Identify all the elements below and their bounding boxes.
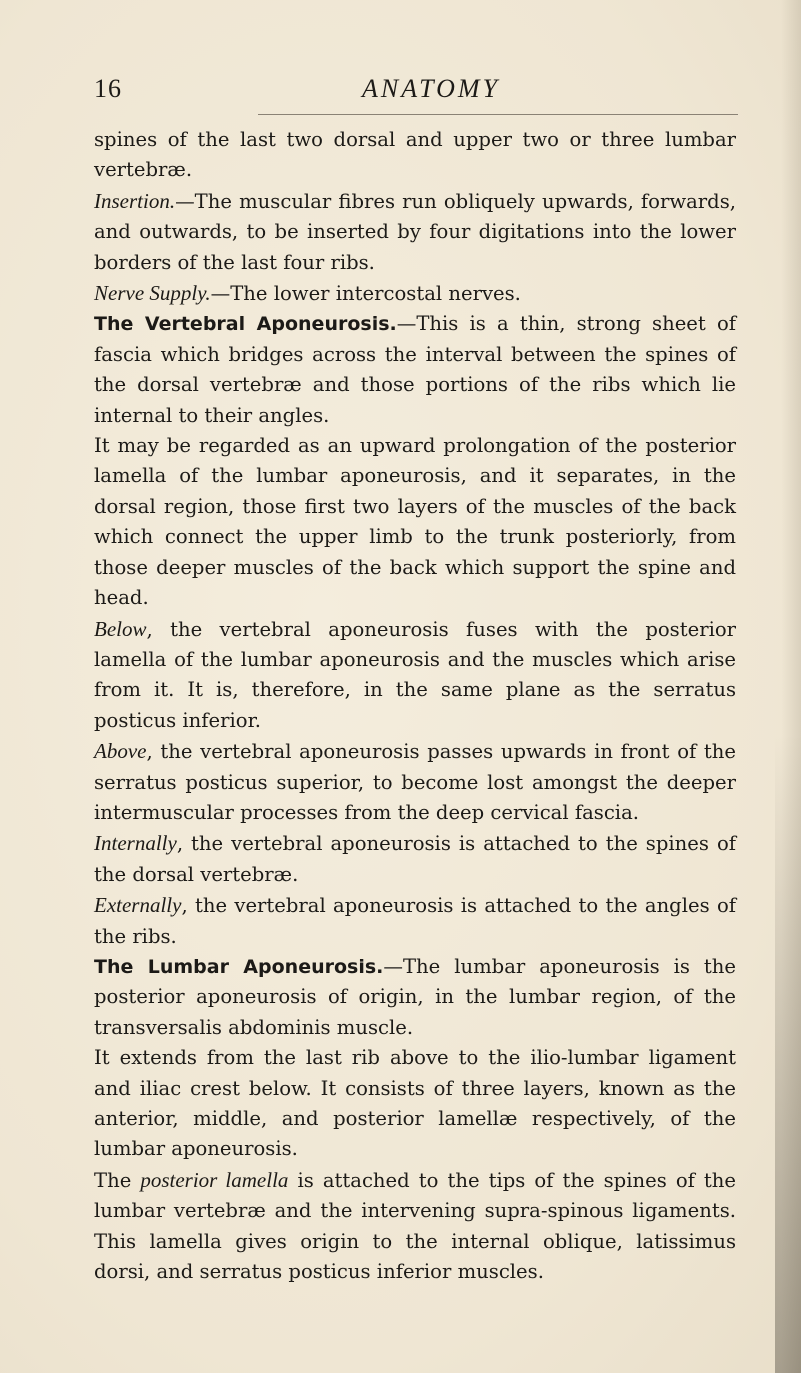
paragraph-above [94, 736, 736, 828]
body-text [94, 125, 736, 1287]
running-head: ANATOMY [362, 74, 501, 103]
paragraph-text: —The lower intercostal nerves. [210, 282, 521, 306]
paragraph-nerve-supply [94, 278, 736, 309]
paragraph-insertion [94, 186, 736, 278]
term-posterior-lamella: posterior lamella [140, 1167, 289, 1192]
paragraph-text: —The muscular fibres run obliquely upwards, forwards, and outwards, to be inserted by four digitations into the lower borders of the last four ribs. [94, 189, 736, 274]
heading-vertebral-aponeurosis: The Vertebral Aponeurosis. [94, 313, 397, 336]
paragraph-vertebral-aponeurosis [94, 309, 736, 431]
subheading-above: Above [94, 739, 147, 764]
paragraph-text: —This is a thin, strong sheet of fascia which bridges across the interval between the spines of the dorsal vertebræ and those portions of the ribs which lie internal to their angles. [94, 312, 736, 427]
page-header [94, 74, 734, 114]
heading-lumbar-aponeurosis: The Lumbar Aponeurosis. [94, 955, 384, 978]
paragraph-text: , the vertebral aponeurosis fuses with the posterior lamella of the lumbar aponeurosis and the muscles which arise from it. It is, therefore, in the same plane as the serratus posticus inferior. [94, 617, 736, 732]
paragraph-text: , the vertebral aponeurosis is attached to the spines of the dorsal vertebræ. [94, 832, 736, 886]
page-number: 16 [94, 74, 122, 103]
paragraph-externally [94, 890, 736, 952]
page-corner-shadow [775, 733, 801, 1373]
paragraph-text: , the vertebral aponeurosis is attached to the angles of the ribs. [94, 894, 736, 948]
paragraph-text: , the vertebral aponeurosis passes upwards in front of the serratus posticus superior, to become lost amongst the deeper intermuscular processes from the deep cervical fascia. [94, 740, 736, 824]
paragraph-text: It extends from the last rib above to the ilio-lumbar ligament and iliac crest below. It consists of three layers, known as the anterior, middle, and posterior lamellæ respectively, of the lumbar aponeurosis. [94, 1046, 736, 1161]
paragraph-internally [94, 828, 736, 890]
paragraph-prolongation [94, 431, 736, 613]
paragraph-text: spines of the last two dorsal and upper two or three lumbar vertebræ. [94, 128, 736, 182]
subheading-externally: Externally [94, 893, 182, 918]
paragraph-extent [94, 1043, 736, 1165]
paragraph-text: It may be regarded as an upward prolongation of the posterior lamella of the lumbar aponeurosis, and it separates, in the dorsal region, those first two layers of the muscles of the back which connect the upper limb to the trunk posteriorly, from those deeper muscles of the back which support the spine and head. [94, 434, 736, 610]
paragraph-text: The [94, 1168, 141, 1192]
paragraph-text: is attached to the tips of the spines of the lumbar vertebræ and the intervening supra-spinous ligaments. This lamella gives origin to the internal oblique, latissimus dorsi, and serratus posticus inferior muscles. [94, 1168, 737, 1284]
subheading-internally: Internally [94, 831, 177, 856]
subheading-below: Below [94, 616, 147, 641]
paragraph-origin-continued [94, 125, 736, 186]
subheading-nerve-supply: Nerve Supply. [94, 281, 211, 306]
paragraph-lumbar-aponeurosis [94, 952, 736, 1043]
paragraph-posterior-lamella [94, 1165, 736, 1288]
paragraph-below [94, 614, 736, 737]
subheading-insertion: Insertion. [94, 188, 176, 213]
paragraph-text: —The lumbar aponeurosis is the posterior aponeurosis of origin, in the lumbar region, of the transversalis abdominis muscle. [94, 954, 736, 1039]
header-rule [258, 114, 738, 115]
